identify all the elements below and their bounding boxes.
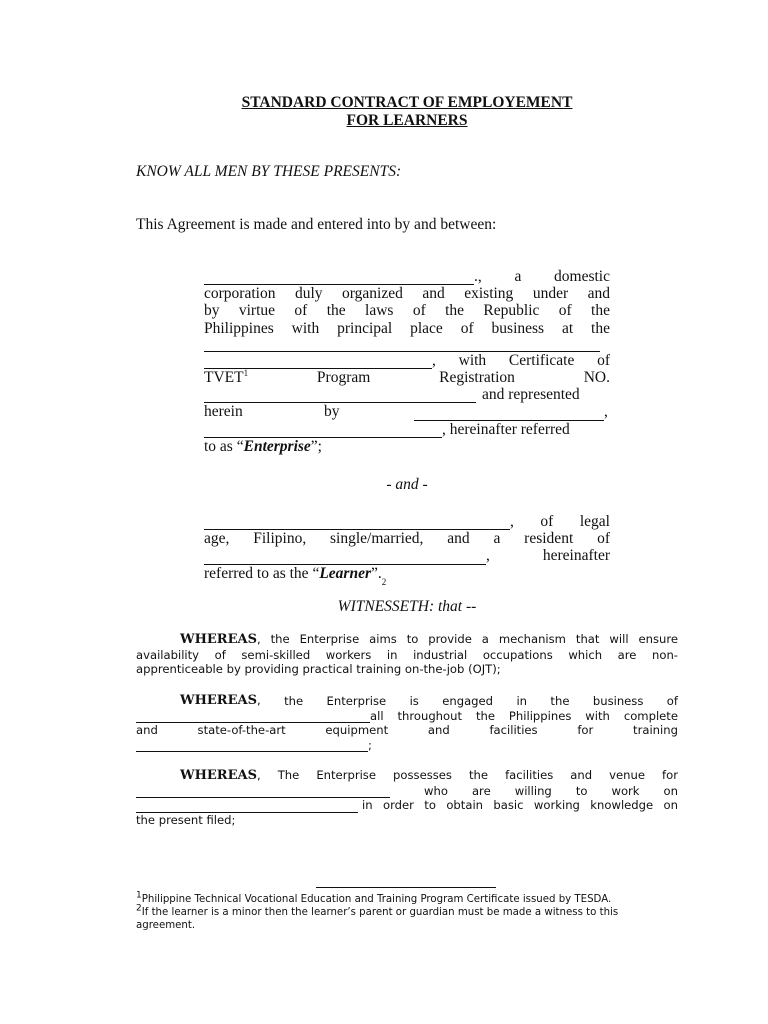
- enterprise-line-7: TVET$^1$ Program Registration NO.: [204, 367, 610, 387]
- work-area-blank: [136, 801, 358, 813]
- learner-residence-blank: [204, 550, 486, 565]
- and-separator: - and -: [386, 476, 428, 493]
- footnote-2: 2If the learner is a minor then the learner’s parent or guardian must be made a witness to this agreement.: [136, 903, 619, 931]
- enterprise-line-1: ., a domestic: [204, 268, 610, 285]
- enterprise-line-10: , hereinafter referred: [204, 421, 610, 438]
- learner-line-1: , of legal: [204, 513, 610, 530]
- title-line-1: STANDARD CONTRACT OF EMPLOYEMENT: [241, 94, 573, 111]
- enterprise-line-8: and represented: [204, 386, 610, 403]
- learner-line-4: referred to as the “ Learner ”. 2: [204, 564, 387, 587]
- enterprise-line-3: by virtue of the laws of the Republic of the: [204, 302, 610, 320]
- enterprise-term: Enterprise: [243, 437, 311, 455]
- enterprise-name-blank: [204, 270, 474, 285]
- business-address-blank: [204, 337, 600, 352]
- footnote-ref-1: 1: [243, 367, 249, 378]
- footnote-separator: [316, 887, 496, 888]
- enterprise-line-9: herein by ,: [204, 403, 608, 421]
- document-title: [136, 94, 678, 130]
- enterprise-line-6: , with Certificate of: [204, 352, 610, 369]
- footnote-1: 1Philippine Technical Vocational Education and Training Program Certificate issued by TESDA.: [136, 890, 612, 905]
- learner-name-blank: [204, 515, 510, 530]
- business-type-blank: [136, 711, 370, 723]
- learner-term: Learner: [319, 564, 371, 582]
- title-line-2: FOR LEARNERS: [346, 112, 468, 129]
- registration-number-blank: [204, 388, 476, 403]
- whereas-clause-3: WHEREAS, The Enterprise possesses the facilities and venue for who are willing to work on in order to obtain basic working knowledge on the present filed;: [136, 768, 678, 827]
- learner-line-2: age, Filipino, single/married, and a resident of: [204, 530, 610, 548]
- training-field-blank: [136, 740, 368, 752]
- whereas-clause-1: WHEREAS, the Enterprise aims to provide a mechanism that will ensure availability of semi-skilled workers in industrial occupations which are non- apprenticeable by providing practical training on-the-job (OJT);: [136, 632, 678, 677]
- address-continuation-blank: [204, 354, 432, 369]
- learner-clause: [204, 513, 610, 587]
- know-all-men: KNOW ALL MEN BY THESE PRESENTS:: [136, 163, 402, 180]
- whereas-clause-2: WHEREAS, the Enterprise is engaged in the business of all throughout the Philippines with complete and state-of-the-art equipment and facilities for training ;: [136, 693, 678, 752]
- representative-continuation-blank: [204, 423, 442, 438]
- agreement-intro: This Agreement is made and entered into by and between:: [136, 216, 497, 233]
- enterprise-line-4: Philippines with principal place of business at the: [204, 319, 610, 337]
- witnesseth: WITNESSETH: that --: [337, 598, 477, 615]
- enterprise-clause: [204, 268, 610, 455]
- enterprise-line-5: [204, 337, 610, 352]
- enterprise-line-2: corporation duly organized and existing under and: [204, 285, 610, 303]
- learner-line-3: , hereinafter: [204, 547, 610, 564]
- representative-blank: [414, 406, 604, 421]
- enterprise-line-11: to as “ Enterprise ”;: [204, 437, 322, 455]
- trainee-group-blank: [136, 786, 390, 798]
